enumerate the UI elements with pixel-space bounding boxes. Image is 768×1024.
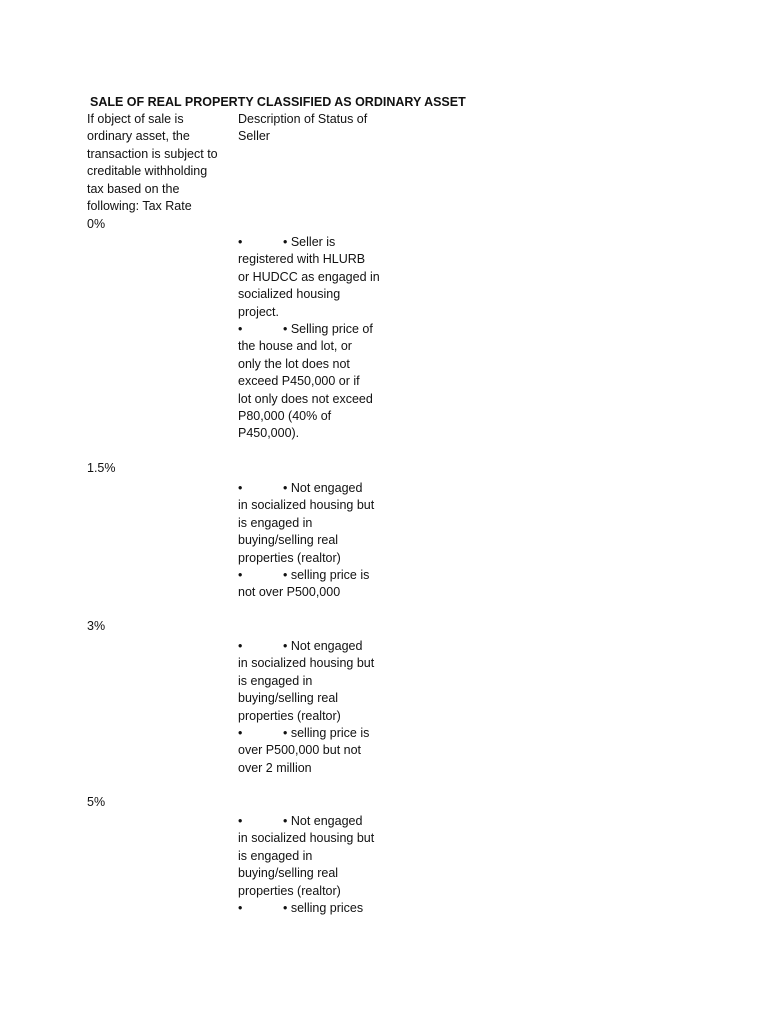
tax-rate-label: 5% xyxy=(87,795,106,809)
intro-text xyxy=(87,111,227,215)
bullet-dot: • xyxy=(238,322,243,337)
bullet-item xyxy=(238,638,380,655)
intro-line: following: Tax Rate xyxy=(87,199,192,214)
description-line: exceed P450,000 or if xyxy=(238,374,360,389)
description-line: over P500,000 but not xyxy=(238,743,362,758)
description-line: properties (realtor) xyxy=(238,708,341,723)
document-title: SALE OF REAL PROPERTY CLASSIFIED AS ORDINARY ASSET xyxy=(90,95,466,109)
bullet-item xyxy=(238,813,380,830)
bullet-text: • Not engaged xyxy=(283,639,363,653)
description-line: in socialized housing but xyxy=(238,498,375,513)
rate-0-description xyxy=(238,234,380,443)
bullet-text: • Not engaged xyxy=(283,814,363,828)
tax-rate-label: 0% xyxy=(87,217,106,231)
bullet-text: • Seller is xyxy=(283,235,336,249)
intro-line: transaction is subject to xyxy=(87,146,218,161)
description-line: in socialized housing but xyxy=(238,831,375,846)
bullet-item xyxy=(238,234,380,251)
bullet-text: • selling price is xyxy=(283,726,370,741)
bullet-dot: • xyxy=(238,814,243,828)
description-line: only the lot does not xyxy=(238,356,350,371)
description-line: P80,000 (40% of xyxy=(238,409,332,424)
description-line: in socialized housing but xyxy=(238,656,375,671)
tax-rate-0 xyxy=(87,216,227,233)
bullet-text: • selling price is xyxy=(283,568,370,583)
bullet-dot: • xyxy=(238,901,243,916)
intro-line: tax based on the xyxy=(87,181,180,196)
header-line: Description of Status of xyxy=(238,112,368,126)
description-line: project. xyxy=(238,304,279,319)
bullet-item xyxy=(238,725,380,742)
intro-line: creditable withholding xyxy=(87,164,208,179)
bullet-dot: • xyxy=(238,639,243,653)
bullet-item xyxy=(238,321,380,338)
tax-rate-1-5 xyxy=(87,460,227,477)
bullet-text: • selling prices xyxy=(283,901,364,916)
description-line: is engaged in xyxy=(238,848,313,863)
description-line: not over P500,000 xyxy=(238,585,341,600)
description-line: buying/selling real xyxy=(238,866,339,881)
tax-rate-label: 1.5% xyxy=(87,461,116,475)
bullet-dot: • xyxy=(238,568,243,583)
bullet-text: • Selling price of xyxy=(283,322,373,337)
bullet-dot: • xyxy=(238,726,243,741)
tax-rate-3 xyxy=(87,618,227,635)
tax-rate-label: 3% xyxy=(87,619,106,633)
tax-rate-5 xyxy=(87,794,227,811)
description-line: is engaged in xyxy=(238,515,313,530)
bullet-dot: • xyxy=(238,481,243,495)
description-line: registered with HLURB xyxy=(238,252,366,267)
description-line: socialized housing xyxy=(238,287,341,302)
rate-5-description xyxy=(238,813,380,917)
intro-line: ordinary asset, the xyxy=(87,129,190,144)
description-line: or HUDCC as engaged in xyxy=(238,269,380,284)
description-line: properties (realtor) xyxy=(238,883,341,898)
intro-line: If object of sale is xyxy=(87,112,184,126)
description-line: P450,000). xyxy=(238,426,300,441)
bullet-item xyxy=(238,567,380,584)
bullet-item xyxy=(238,480,380,497)
rate-3-description xyxy=(238,638,380,777)
description-line: the house and lot, or xyxy=(238,339,352,354)
description-line: buying/selling real xyxy=(238,691,339,706)
header-line: Seller xyxy=(238,129,270,144)
bullet-dot: • xyxy=(238,235,243,249)
description-line: over 2 million xyxy=(238,760,312,775)
description-line: properties (realtor) xyxy=(238,550,341,565)
bullet-text: • Not engaged xyxy=(283,481,363,495)
description-line: is engaged in xyxy=(238,673,313,688)
description-line: buying/selling real xyxy=(238,533,339,548)
rate-1-5-description xyxy=(238,480,380,602)
bullet-item xyxy=(238,900,380,917)
description-header xyxy=(238,111,380,146)
description-line: lot only does not exceed xyxy=(238,391,373,406)
